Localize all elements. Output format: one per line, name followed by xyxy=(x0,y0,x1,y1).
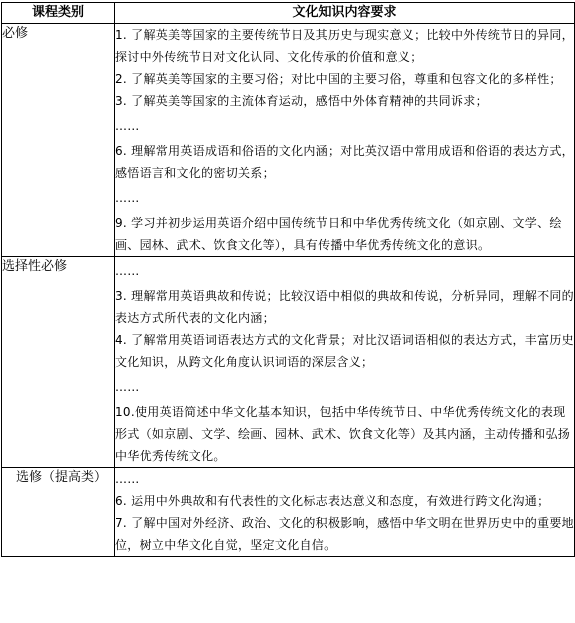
requirements-cell xyxy=(115,468,575,557)
requirement-ellipsis: …… xyxy=(115,191,140,205)
curriculum-table xyxy=(1,2,575,557)
header-requirements: 文化知识内容要求 xyxy=(115,3,575,24)
table-row-elective xyxy=(2,468,575,557)
requirement-item: 6. 理解常用英语成语和俗语的文化内涵；对比英汉语中常用成语和俗语的表达方式，感悟语言和文化的密切关系； xyxy=(115,144,574,180)
category-cell: 选择性必修 xyxy=(2,257,115,468)
category-cell: 必修 xyxy=(2,24,115,257)
table-row-compulsory xyxy=(2,24,575,257)
requirements-cell xyxy=(115,257,575,468)
requirement-ellipsis: …… xyxy=(115,264,140,278)
table-row-selective-compulsory xyxy=(2,257,575,468)
header-category: 课程类别 xyxy=(2,3,115,24)
requirement-item: 10.使用英语简述中华文化基本知识，包括中华传统节日、中华优秀传统文化的表现形式（如京剧、文学、绘画、园林、武术、饮食文化等）及其内涵，主动传播和弘扬中华优秀传统文化。 xyxy=(115,405,571,463)
requirement-ellipsis: …… xyxy=(115,119,140,133)
requirement-ellipsis: …… xyxy=(115,380,140,394)
requirements-cell xyxy=(115,24,575,257)
requirement-item: 3. 理解常用英语典故和传说；比较汉语中相似的典故和传说，分析异同，理解不同的表达方式所代表的文化内涵； xyxy=(115,289,574,325)
requirement-item: 1. 了解英美等国家的主要传统节日及其历史与现实意义；比较中外传统节日的异同，探讨中外传统节日对文化认同、文化传承的价值和意义； xyxy=(115,28,574,64)
requirement-item: 4. 了解常用英语词语表达方式的文化背景；对比汉语词语相似的表达方式，丰富历史文化知识，从跨文化角度认识词语的深层含义； xyxy=(115,333,574,369)
requirement-item: 7. 了解中国对外经济、政治、文化的积极影响，感悟中华文明在世界历史中的重要地位，树立中华文化自觉，坚定文化自信。 xyxy=(115,516,574,552)
requirement-item: 6. 运用中外典故和有代表性的文化标志表达意义和态度，有效进行跨文化沟通； xyxy=(115,494,550,508)
requirement-ellipsis: …… xyxy=(115,472,140,486)
requirement-item: 9. 学习并初步运用英语介绍中国传统节日和中华优秀传统文化（如京剧、文学、绘画、园林、武术、饮食文化等），具有传播中华优秀传统文化的意识。 xyxy=(115,216,562,252)
category-cell: 选修（提高类） xyxy=(2,468,115,557)
requirement-item: 3. 了解英美等国家的主流体育运动，感悟中外体育精神的共同诉求； xyxy=(115,94,488,108)
table-header-row xyxy=(2,3,575,24)
requirement-item: 2. 了解英美等国家的主要习俗；对比中国的主要习俗，尊重和包容文化的多样性； xyxy=(115,72,562,86)
